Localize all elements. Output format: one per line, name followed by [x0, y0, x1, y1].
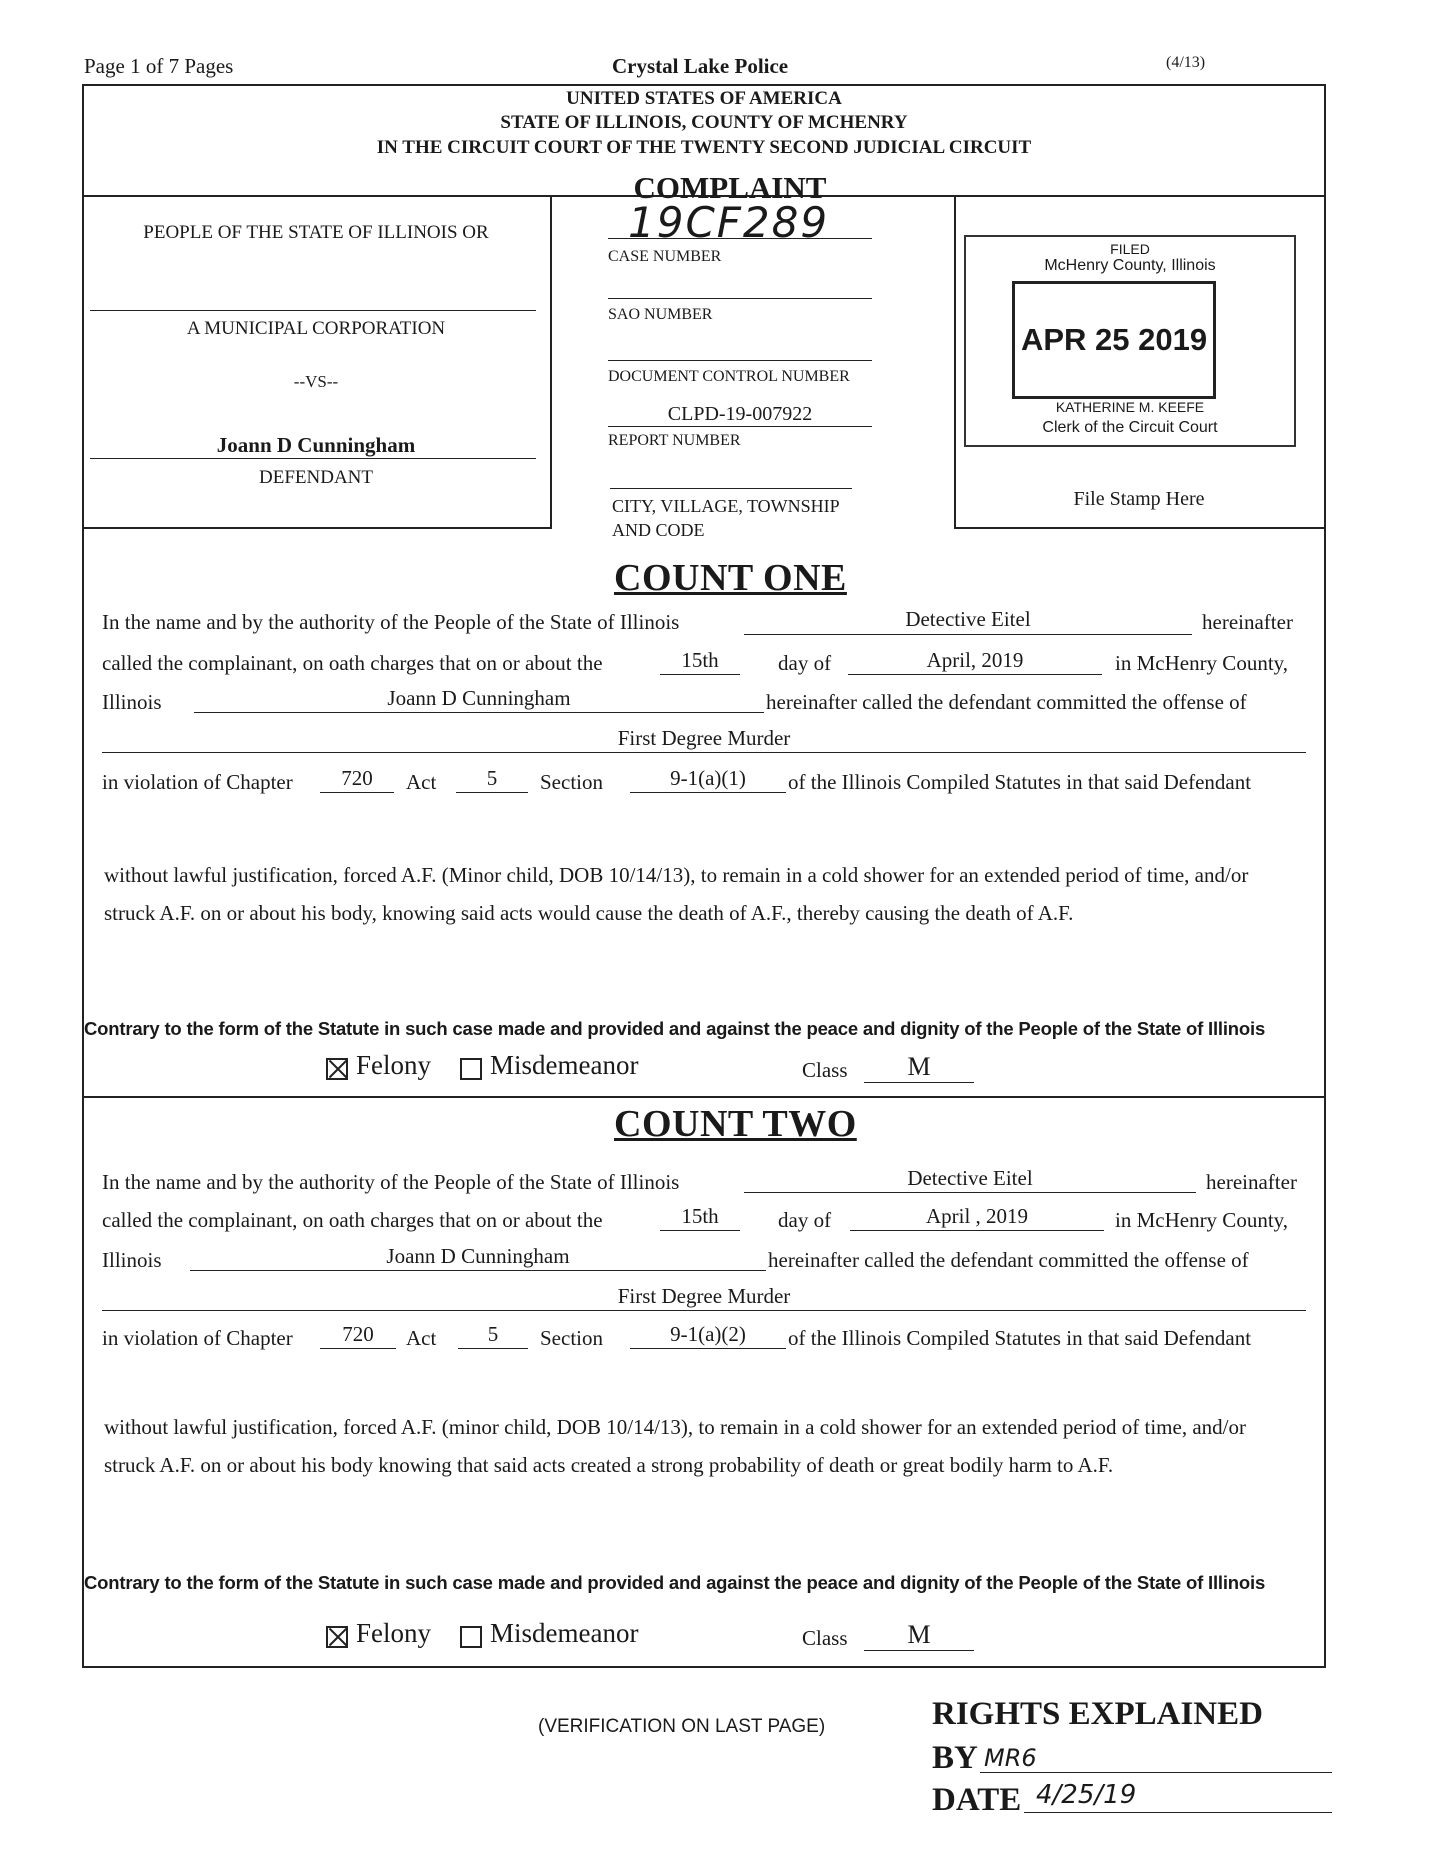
count-one-misdemeanor-label: Misdemeanor — [490, 1050, 639, 1080]
count-two-day-of: day of — [778, 1208, 832, 1232]
count-two-defendant: Joann D Cunningham — [386, 1244, 570, 1268]
count-one-defendant: Joann D Cunningham — [387, 686, 571, 710]
count-two-body: without lawful justification, forced A.F. (minor child, DOB 10/14/13), to remain in a cold shower for an extended period of time, and/or struck A.F. on or about his body knowing that said acts created a strong probability of death or great bodily harm to A.F. — [104, 1415, 1246, 1477]
count-two-violation: in violation of Chapter — [102, 1326, 293, 1350]
count-two-statutes: of the Illinois Compiled Statutes in that said Defendant — [788, 1326, 1252, 1350]
count-one-month-year: April, 2019 — [926, 648, 1024, 672]
count-two-illinois: Illinois — [102, 1248, 162, 1272]
count-two-felony-checkbox[interactable] — [326, 1626, 348, 1648]
count-one-county: in McHenry County, — [1115, 651, 1289, 675]
count-two-offense-line — [102, 1310, 1306, 1311]
count-one-act-line — [456, 792, 528, 793]
count-two-defendant-text: hereinafter called the defendant committed the offense of — [768, 1248, 1249, 1272]
agency-name: Crystal Lake Police — [612, 54, 789, 78]
court-line-3: IN THE CIRCUIT COURT OF THE TWENTY SECOND JUDICIAL CIRCUIT — [376, 137, 1032, 158]
filed-stamp — [964, 235, 1296, 447]
count-two-chapter-line — [320, 1348, 396, 1349]
count-two-county: in McHenry County, — [1115, 1208, 1289, 1232]
plaintiff-line-1: PEOPLE OF THE STATE OF ILLINOIS OR — [143, 222, 489, 243]
versus-label: --VS-- — [293, 372, 339, 391]
filed-label: FILED — [1110, 241, 1150, 257]
count-two-day-line — [660, 1230, 740, 1231]
count-one-class: M — [907, 1052, 931, 1081]
court-line-2: STATE OF ILLINOIS, COUNTY OF MCHENRY — [500, 112, 908, 133]
rights-date-value: 4/25/19 — [1036, 1780, 1137, 1810]
count-one-illinois: Illinois — [102, 690, 162, 714]
count-two-defendant-line — [190, 1270, 766, 1271]
count-two-section-label: Section — [540, 1326, 603, 1350]
city-code-label-1: CITY, VILLAGE, TOWNSHIP — [612, 496, 840, 516]
count-one-felony-checkbox[interactable] — [326, 1058, 348, 1080]
count-two-month-year: April , 2019 — [925, 1204, 1029, 1228]
count-one-act-label: Act — [406, 770, 437, 794]
count-two-act: 5 — [487, 1322, 499, 1346]
report-number-label: REPORT NUMBER — [608, 432, 741, 449]
clerk-title: Clerk of the Circuit Court — [1042, 419, 1218, 436]
clerk-name: KATHERINE M. KEEFE — [1055, 399, 1205, 415]
report-number-value: CLPD-19-007922 — [667, 403, 813, 425]
count-one-oath: called the complainant, on oath charges that on or about the — [102, 651, 603, 675]
count-two-offense: First Degree Murder — [617, 1284, 791, 1308]
count-two-title: COUNT TWO — [614, 1103, 857, 1145]
count-one-day: 15th — [681, 648, 719, 672]
count-one-day-line — [660, 674, 740, 675]
rights-date-line — [1024, 1812, 1332, 1813]
count-two-class-line — [864, 1650, 974, 1651]
city-code-label-2: AND CODE — [612, 520, 705, 540]
count-two-misdemeanor-checkbox[interactable] — [460, 1626, 482, 1648]
count-one-title: COUNT ONE — [614, 557, 847, 599]
count-one-section-line — [630, 792, 786, 793]
rights-by-label: BY — [932, 1740, 978, 1776]
defendant-underline — [90, 458, 536, 459]
count-two-misdemeanor-label: Misdemeanor — [490, 1618, 639, 1648]
count-one-class-label: Class — [802, 1058, 848, 1082]
count-one-complainant: Detective Eitel — [905, 607, 1031, 631]
count-two-month-year-line — [850, 1230, 1104, 1231]
count-two-section-line — [630, 1348, 786, 1349]
verification-note: (VERIFICATION ON LAST PAGE) — [538, 1716, 826, 1737]
count-one-body: without lawful justification, forced A.F. (Minor child, DOB 10/14/13), to remain in a cold shower for an extended period of time, and/or struck A.F. on or about his body, knowing said acts would cause the death of A.F., thereby causing the death of A.F. — [104, 863, 1249, 925]
count-two-day: 15th — [681, 1204, 719, 1228]
count-one-offense-line — [102, 752, 1306, 753]
count-one-contrary: Contrary to the form of the Statute in such case made and provided and against the peace and dignity of the People of the State of Illinois — [84, 1018, 1266, 1039]
count-one-violation: in violation of Chapter — [102, 770, 293, 794]
count-two-class-label: Class — [802, 1626, 848, 1650]
count-one-felony-label: Felony — [356, 1050, 432, 1080]
count-two-act-label: Act — [406, 1326, 437, 1350]
case-number-value: 19CF289 — [628, 198, 830, 247]
count-one-class-line — [864, 1082, 974, 1083]
count-one-chapter-line — [320, 792, 394, 793]
count-one-offense: First Degree Murder — [617, 726, 791, 750]
count-two-contrary: Contrary to the form of the Statute in such case made and provided and against the peace and dignity of the People of the State of Illinois — [84, 1572, 1266, 1593]
case-number-line — [608, 238, 872, 239]
court-line-1: UNITED STATES OF AMERICA — [566, 88, 842, 109]
count-two-felony-label: Felony — [356, 1618, 432, 1648]
document-control-line — [608, 360, 872, 361]
city-code-line — [610, 488, 852, 489]
document-control-label: DOCUMENT CONTROL NUMBER — [608, 368, 850, 385]
stamp-date: APR 25 2019 — [1020, 322, 1208, 357]
count-two-chapter: 720 — [342, 1322, 374, 1346]
complaint-title: COMPLAINT — [633, 170, 827, 205]
count-two-complainant: Detective Eitel — [907, 1166, 1033, 1190]
count-one-chapter: 720 — [341, 766, 373, 790]
count-one-section: 9-1(a)(1) — [670, 766, 746, 790]
count-two-section: 9-1(a)(2) — [670, 1322, 746, 1346]
count-one-month-year-line — [848, 674, 1102, 675]
count-one-misdemeanor-checkbox[interactable] — [460, 1058, 482, 1080]
count-two-complainant-line — [744, 1192, 1196, 1193]
count-divider — [82, 1096, 1326, 1098]
filed-county: McHenry County, Illinois — [1044, 257, 1216, 274]
count-one-complainant-line — [744, 634, 1192, 635]
report-number-line — [608, 426, 872, 427]
rights-by-line — [980, 1772, 1332, 1773]
case-number-label: CASE NUMBER — [608, 248, 722, 265]
rights-by-value: MR6 — [984, 1744, 1037, 1772]
rights-date-label: DATE — [932, 1782, 1022, 1818]
count-one-hereinafter: hereinafter — [1202, 610, 1293, 634]
defendant-name: Joann D Cunningham — [216, 433, 416, 457]
sao-number-line — [608, 298, 872, 299]
sao-number-label: SAO NUMBER — [608, 306, 713, 323]
count-two-intro: In the name and by the authority of the People of the State of Illinois — [102, 1170, 680, 1194]
defendant-label: DEFENDANT — [259, 467, 373, 488]
count-two-class: M — [907, 1620, 931, 1649]
page-indicator: Page 1 of 7 Pages — [84, 54, 234, 78]
form-revision: (4/13) — [1166, 54, 1206, 71]
rights-explained: RIGHTS EXPLAINED — [932, 1696, 1263, 1732]
count-one-defendant-text: hereinafter called the defendant committed the offense of — [766, 690, 1247, 714]
count-one-statutes: of the Illinois Compiled Statutes in that said Defendant — [788, 770, 1252, 794]
stamp-date-box — [1012, 281, 1216, 399]
count-one-act: 5 — [486, 766, 498, 790]
count-one-section-label: Section — [540, 770, 603, 794]
count-one-intro: In the name and by the authority of the People of the State of Illinois — [102, 610, 680, 634]
count-one-day-of: day of — [778, 651, 832, 675]
plaintiff-underline — [90, 310, 536, 311]
count-two-act-line — [458, 1348, 528, 1349]
count-two-oath: called the complainant, on oath charges that on or about the — [102, 1208, 603, 1232]
file-stamp-label: File Stamp Here — [1073, 488, 1205, 510]
count-two-hereinafter: hereinafter — [1206, 1170, 1297, 1194]
plaintiff-line-2: A MUNICIPAL CORPORATION — [186, 318, 446, 339]
count-one-defendant-line — [194, 712, 764, 713]
